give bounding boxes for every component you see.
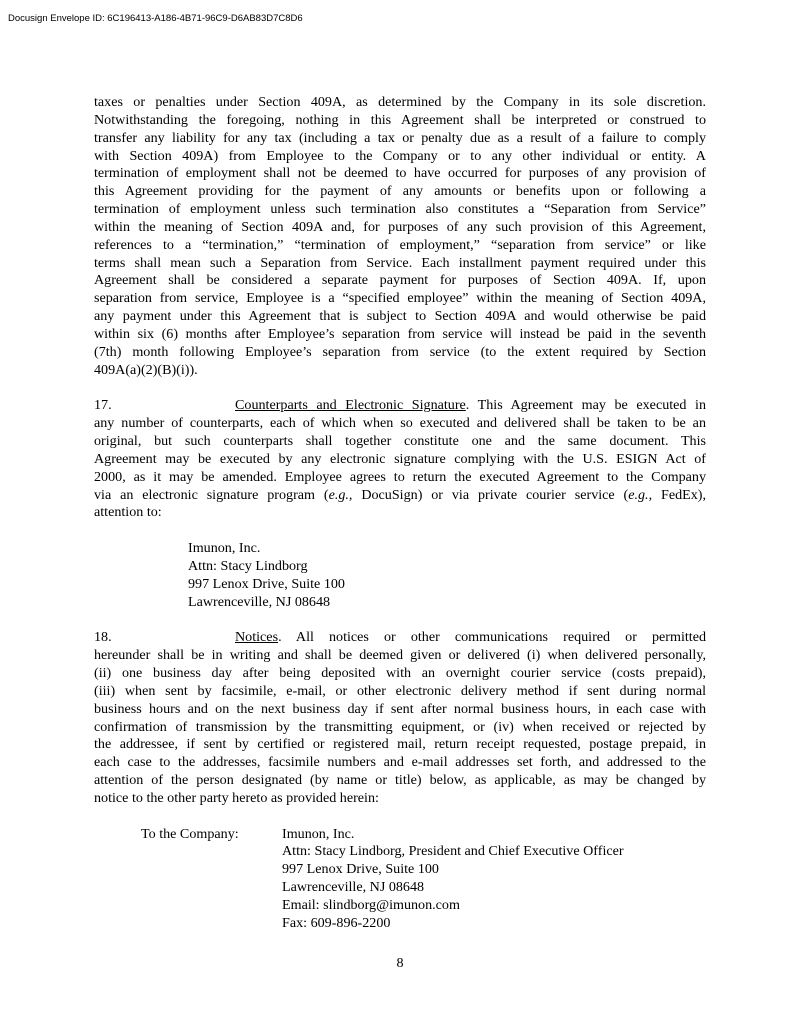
text-line: Agreement shall be considered a separate payment for purposes of Section 409A. If, upon xyxy=(94,272,706,289)
text-fragment: . All notices or other communications required or permitted xyxy=(278,629,706,646)
text-fragment: e.g. xyxy=(328,486,349,503)
text-line: this Agreement providing for the payment of any amounts or benefits upon or following a xyxy=(94,183,706,200)
paragraph-409a xyxy=(94,94,706,380)
address-line: Lawrenceville, NJ 08648 xyxy=(188,593,331,610)
text-line: transfer any liability for any tax (including a tax or penalty due as a result of a failure to comply xyxy=(94,129,706,146)
section-17 xyxy=(94,397,706,522)
section-heading: Notices xyxy=(235,629,279,646)
address-line: 997 Lenox Drive, Suite 100 xyxy=(188,575,345,592)
text-line: Notwithstanding the foregoing, nothing in this Agreement shall be interpreted or construed to xyxy=(94,111,706,128)
document-body xyxy=(94,94,706,933)
address-line: Attn: Stacy Lindborg xyxy=(188,557,308,574)
text-line: the addressee, if sent by certified or registered mail, return receipt requested, postage prepaid, in xyxy=(94,736,706,753)
company-notice-address xyxy=(94,826,706,933)
text-line: within six (6) months after Employee’s separation from service will instead be paid in the seventh xyxy=(94,325,706,342)
text-line: 2000, as it may be amended. Employee agrees to return the executed Agreement to the Company xyxy=(94,468,706,485)
company-label: To the Company: xyxy=(141,825,239,842)
fax-line: Fax: 609-896-2200 xyxy=(282,914,391,931)
section-number: 17. xyxy=(94,397,112,414)
text-line: references to a “termination,” “termination of employment,” “separation from service” or like xyxy=(94,236,706,253)
address-line: 997 Lenox Drive, Suite 100 xyxy=(282,861,439,878)
text-line xyxy=(94,397,706,415)
email-line: Email: slindborg@imunon.com xyxy=(282,896,460,913)
text-line: 409A(a)(2)(B)(i)). xyxy=(94,361,198,378)
text-line: (ii) one business day after being deposited with an overnight courier service (costs prepaid), xyxy=(94,665,706,681)
text-line: notice to the other party hereto as provided herein: xyxy=(94,789,379,806)
page-number: 8 xyxy=(396,955,404,971)
text-line: original, but such counterparts shall together constitute one and the same document. This xyxy=(94,433,706,450)
text-line: each case to the addresses, facsimile numbers and e-mail addresses set forth, and addressed to the xyxy=(94,754,706,771)
text-line: separation from service, Employee is a “specified employee” within the meaning of Section 409A, xyxy=(94,290,706,307)
text-line: attention to: xyxy=(94,504,162,521)
text-line: termination of employment unless such termination also constitutes a “Separation from Service” xyxy=(94,201,706,218)
envelope-id: Docusign Envelope ID: 6C196413-A186-4B71-96C9-D6AB83D7C8D6 xyxy=(8,13,303,24)
text-line: hereunder shall be in writing and shall be deemed given or delivered (i) when delivered personally, xyxy=(94,647,706,664)
text-line xyxy=(94,487,706,505)
text-line: termination of employment shall not be deemed to have occurred for purposes of any provision of xyxy=(94,165,706,182)
text-line: terms shall mean such a Separation from Service. Each installment payment required under this xyxy=(94,254,706,271)
text-line: any number of counterparts, each of which when so executed and delivered shall be taken to be an xyxy=(94,415,706,432)
text-line: attention of the person designated (by name or title) below, as applicable, as may be changed by xyxy=(94,772,706,789)
text-fragment: . This Agreement may be executed in xyxy=(465,397,706,414)
address-line: Attn: Stacy Lindborg, President and Chief Executive Officer xyxy=(282,843,624,860)
section-number: 18. xyxy=(94,629,112,646)
text-line: business hours and on the next business day if sent after normal business hours, in each case with xyxy=(94,700,706,717)
counterparts-address xyxy=(188,540,706,611)
text-line: Agreement may be executed by any electronic signature complying with the U.S. ESIGN Act of xyxy=(94,450,706,467)
address-line: Lawrenceville, NJ 08648 xyxy=(282,879,425,896)
section-18 xyxy=(94,629,706,807)
text-line: confirmation of transmission by the transmitting equipment, or (iv) when received or rejected by xyxy=(94,718,706,735)
text-line: (7th) month following Employee’s separation from service (to the extent required by Section xyxy=(94,343,706,360)
text-fragment: , DocuSign) or via private courier service ( xyxy=(348,486,629,503)
text-line: with Section 409A) from Employee to the Company or to any other individual or entity. A xyxy=(94,147,706,164)
section-heading: Counterparts and Electronic Signature xyxy=(235,397,466,414)
text-fragment: e.g. xyxy=(628,486,649,503)
text-line: (iii) when sent by facsimile, e-mail, or other electronic delivery method if sent during normal xyxy=(94,682,706,699)
text-fragment: , FedEx), xyxy=(648,486,707,503)
text-line: any payment under this Agreement that is subject to Section 409A and would otherwise be paid xyxy=(94,308,706,325)
address-line: Imunon, Inc. xyxy=(188,540,261,557)
text-fragment: via an electronic signature program ( xyxy=(94,486,329,503)
address-line: Imunon, Inc. xyxy=(282,825,355,842)
text-line: taxes or penalties under Section 409A, as determined by the Company in its sole discretion. xyxy=(94,94,706,110)
text-line: within the meaning of Section 409A and, for purposes of any such provision of this Agreement, xyxy=(94,218,706,235)
text-line xyxy=(94,629,706,647)
